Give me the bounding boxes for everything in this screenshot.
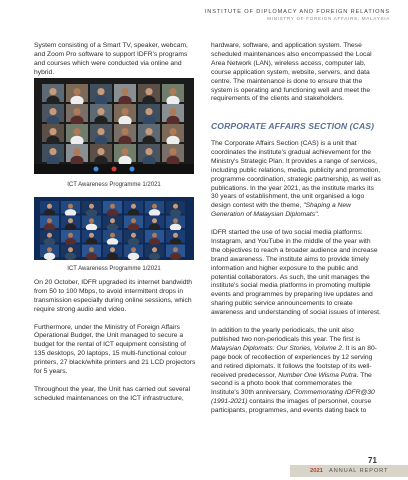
footer-year: 2021: [310, 468, 323, 474]
paragraph-text: . It is an 80-page book of recollection of experiences by 12 serving and retired diplomats. It follows the footstep of its well-received predecessor,: [211, 344, 377, 379]
paragraph: hardware, software, and application system. These scheduled maintenances also encompassed the Local Area Network (LAN), wireless access, computer lab, course application system, website, servers, and data centre. The maintenance is done to ensure that the system is operating and functioning well and meet the requirements of the clients and stakeholders.: [211, 42, 372, 103]
ict-awareness-photo-1: [34, 78, 194, 174]
page-number: 71: [368, 456, 377, 465]
paragraph-text: The Corporate Affairs Section (CAS) is a unit that coordinates the institute's gradual achievement for the Ministry's Strategic Plan. It provides a range of services, including public relations, media, publicity and promotion, programme coordination, strategic partnership, as well as publications. In the year 2021, as the institute marks its 30 years of establishment, the unit organised a logo design contest with the theme,: [211, 140, 381, 210]
paragraph-text: contains the images of personnel, course participants, programmes, and events dating back to: [211, 398, 372, 415]
page-header: [205, 9, 390, 21]
left-column-bottom: [34, 279, 196, 413]
header-institute-name: INSTITUTE OF DIPLOMACY AND FOREIGN RELATIONS: [204, 9, 390, 15]
paragraph: [211, 327, 381, 416]
photo-caption-1: ICT Awareness Programme 1/2021: [67, 182, 161, 188]
book-title: Malaysian Diplomats: Our Stories, Volume 2: [211, 344, 342, 352]
paragraph: Furthermore, under the Ministry of Foreign Affairs Operational Budget, the Unit managed to secure a budget for the rental of ICT equipment consisting of 135 desktops, 20 laptops, 15 multi-functional colour printers, 27 black/white printers and 21 LCD projectors for 5 years.: [34, 323, 196, 376]
paragraph: [211, 140, 381, 220]
section-title: CORPORATE AFFAIRS SECTION (CAS): [211, 121, 375, 131]
footer-bar: [290, 465, 408, 477]
ict-awareness-photo-2: [34, 197, 194, 260]
theme-quote: "Shaping a New Generation of Malaysian Diplomats".: [211, 202, 351, 219]
paragraph-text: In addition to the yearly periodicals, the unit also published two non-periodicals this year. The first is: [211, 327, 361, 343]
footer-label: ANNUAL REPORT: [329, 468, 389, 474]
right-column-body: [211, 140, 381, 425]
paragraph: Throughout the year, the Unit has carried out several scheduled maintenances on the ICT infrastructure,: [34, 385, 191, 402]
right-column-top: [211, 42, 381, 113]
book-title: Number One Wisma Putra: [278, 371, 357, 379]
header-ministry-name: MINISTRY OF FOREIGN AFFAIRS, MALAYSIA: [267, 16, 390, 21]
paragraph: On 20 October, IDFR upgraded its internet bandwidth from 50 to 100 Mbps, to avoid intermittent drops in transmission especially during online sessions, which require strong audio and video.: [34, 279, 192, 313]
video-conference-grid-2: [34, 197, 194, 260]
paragraph: IDFR started the use of two social media platforms: Instagram, and YouTube in the middle of the year with the objectives to reach a broader audience and increase brand awareness. The institute aims to provide timely information and higher exposure to the public and potential collaborators. As such, the unit manages the institute's social media platforms in promoting multiple events and programmes by preparing live updates and sharing public service announcements to create awareness and understanding of social issues of interest.: [211, 229, 381, 317]
video-conference-grid-1: [34, 78, 194, 174]
book-title: Commemorating IDFR@30 (1991-2021): [211, 389, 375, 406]
photo-caption-2: ICT Awareness Programme 1/2021: [67, 266, 161, 272]
paragraph: System consisting of a Smart TV, speaker, webcam, and Zoom Pro software to support IDFR's programs and courses which were conducted via online and hybrid.: [34, 42, 188, 76]
paragraph-text: . The second is a photo book that commemorates the Institute's 30th anniversary,: [211, 371, 372, 397]
